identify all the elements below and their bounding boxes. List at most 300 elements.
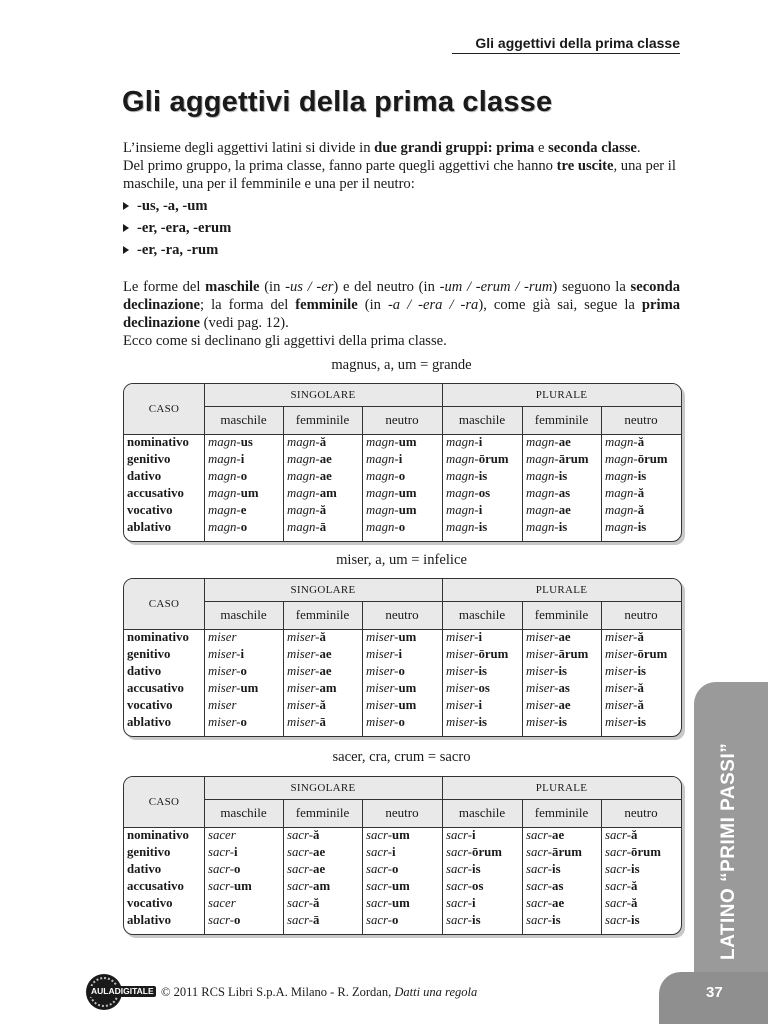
word-stem: sacr-	[287, 845, 314, 859]
table-cell	[363, 519, 442, 536]
word-ending: ă	[637, 630, 644, 644]
plurale-header: PLURALE	[535, 584, 588, 596]
word-ending: ă	[637, 486, 645, 500]
word-stem: miser-	[605, 664, 638, 678]
intro-text: L’insieme degli aggettivi latini si divide in	[123, 140, 375, 156]
word-stem: magn-	[208, 452, 241, 466]
word-ending: i	[478, 698, 483, 712]
table-cell	[363, 485, 442, 502]
intro-text: e	[534, 140, 549, 156]
table-cell	[284, 434, 362, 451]
table-cell	[284, 519, 362, 536]
word-stem: miser-	[526, 630, 559, 644]
word-ending: is	[637, 664, 646, 678]
word-stem: miser-	[208, 681, 241, 695]
page-number: 37	[706, 984, 723, 1001]
table-caption: miser, a, um = infelice	[336, 552, 467, 568]
word-stem: miser-	[446, 715, 479, 729]
table-cell	[284, 827, 362, 844]
table-cell	[523, 434, 601, 451]
word-stem: sacr-	[366, 828, 393, 842]
word-stem: miser	[208, 698, 237, 712]
word-ending: um	[398, 630, 417, 644]
table-cell	[443, 468, 522, 485]
word-ending: is	[558, 664, 567, 678]
word-stem: miser-	[366, 664, 399, 678]
word-ending: am	[313, 879, 331, 893]
word-stem: miser-	[605, 647, 638, 661]
table-cell	[523, 714, 601, 731]
forms-text: (in	[357, 297, 388, 313]
table-cell	[363, 663, 442, 680]
table-cell	[284, 912, 362, 929]
table-cell	[443, 697, 522, 714]
table-cell	[523, 646, 601, 663]
table-cell	[523, 895, 601, 912]
form-column	[284, 434, 362, 541]
table-cell	[602, 827, 681, 844]
forms-bold: prima declinazione	[123, 297, 681, 331]
table-cell	[523, 844, 601, 861]
column-header: femminile	[534, 412, 589, 427]
column-header: neutro	[624, 805, 658, 820]
word-stem: magn-	[287, 486, 320, 500]
word-ending: o	[392, 913, 399, 927]
word-stem: sacr-	[366, 862, 393, 876]
table-cell	[284, 451, 362, 468]
word-stem: sacr-	[526, 862, 553, 876]
table-cell	[363, 827, 442, 844]
column-header: neutro	[385, 412, 419, 427]
word-ending: um	[240, 681, 259, 695]
word-ending: is	[558, 520, 568, 534]
form-column	[602, 629, 681, 736]
form-column	[284, 827, 362, 934]
word-ending: i	[478, 435, 483, 449]
word-stem: magn-	[208, 503, 241, 517]
word-ending: is	[472, 913, 481, 927]
word-ending: ă	[313, 828, 320, 842]
word-stem: magn-	[287, 503, 320, 517]
word-ending: ae	[319, 469, 332, 483]
word-ending: e	[240, 503, 247, 517]
word-stem: miser-	[605, 715, 638, 729]
column-header: femminile	[534, 805, 589, 820]
word-stem: miser-	[366, 715, 399, 729]
word-ending: i	[478, 630, 483, 644]
word-ending: ārum	[552, 845, 582, 859]
table-cell	[523, 680, 601, 697]
case-labels	[127, 434, 203, 541]
word-stem: magn-	[526, 452, 559, 466]
case-label: dativo	[127, 469, 162, 483]
side-tab-label: LATINO “PRIMI PASSI”	[718, 742, 739, 960]
form-column	[523, 434, 601, 541]
table-cell	[205, 895, 283, 912]
word-ending: um	[392, 879, 410, 893]
table-cell	[205, 451, 283, 468]
form-column	[443, 827, 522, 934]
caso-header: CASO	[148, 796, 180, 808]
word-stem: miser-	[287, 647, 320, 661]
word-stem: miser-	[366, 681, 399, 695]
word-ending: is	[478, 520, 488, 534]
case-label: dativo	[127, 862, 162, 876]
word-stem: magn-	[526, 435, 559, 449]
form-column	[443, 629, 522, 736]
case-label: vocativo	[127, 503, 173, 517]
forms-text: ; la forma del	[200, 297, 296, 313]
word-stem: magn-	[526, 486, 559, 500]
word-ending: os	[478, 486, 491, 500]
word-stem: sacr-	[605, 896, 632, 910]
table-cell	[523, 861, 601, 878]
column-header: femminile	[295, 805, 350, 820]
word-ending: ā	[319, 715, 326, 729]
table-cell	[284, 629, 362, 646]
table-cell	[284, 663, 362, 680]
word-ending: ă	[631, 879, 638, 893]
word-stem: miser	[208, 630, 237, 644]
form-column	[363, 827, 442, 934]
table-cell	[443, 827, 522, 844]
word-ending: ă	[313, 896, 320, 910]
table-cell	[602, 912, 681, 929]
word-stem: magn-	[287, 435, 320, 449]
word-stem: sacr-	[526, 913, 553, 927]
table-cell	[363, 451, 442, 468]
word-stem: sacr-	[366, 896, 393, 910]
word-stem: magn-	[446, 452, 479, 466]
word-stem: magn-	[208, 435, 241, 449]
column-header: neutro	[385, 607, 419, 622]
word-ending: os	[478, 681, 490, 695]
forms-bold: maschile	[205, 279, 260, 295]
forms-italic: -us / -er	[285, 279, 334, 295]
word-ending: ōrum	[637, 647, 668, 661]
table-cell	[443, 844, 522, 861]
word-stem: magn-	[208, 486, 241, 500]
word-stem: magn-	[605, 435, 638, 449]
word-ending: is	[552, 913, 561, 927]
word-stem: sacr-	[446, 913, 473, 927]
intro-text: :	[487, 140, 497, 156]
table-cell	[205, 714, 283, 731]
word-stem: sacr-	[366, 879, 393, 893]
table-cell	[205, 434, 283, 451]
plurale-header: PLURALE	[535, 782, 588, 794]
logo-text: AULADIGITALE	[88, 986, 156, 997]
table-cell	[523, 502, 601, 519]
table-caption: sacer, cra, crum = sacro	[332, 749, 471, 765]
word-ending: i	[472, 896, 476, 910]
word-stem: miser-	[287, 630, 320, 644]
intro-bold: tre uscite	[556, 158, 614, 174]
word-ending: i	[234, 845, 238, 859]
word-stem: miser-	[526, 715, 559, 729]
forms-bold: femminile	[295, 297, 358, 313]
word-ending: ă	[637, 698, 644, 712]
word-stem: magn-	[526, 469, 559, 483]
word-stem: sacr-	[208, 845, 235, 859]
table-cell	[443, 629, 522, 646]
table-cell	[602, 895, 681, 912]
word-ending: i	[240, 452, 245, 466]
table-cell	[602, 861, 681, 878]
table-cell	[284, 714, 362, 731]
word-ending: ae	[313, 862, 326, 876]
table-cell	[443, 861, 522, 878]
table-cell	[523, 451, 601, 468]
word-ending: ă	[637, 681, 644, 695]
word-stem: miser-	[446, 681, 479, 695]
word-ending: is	[478, 664, 487, 678]
word-ending: um	[398, 435, 417, 449]
word-ending: o	[240, 715, 247, 729]
word-stem: miser-	[287, 698, 320, 712]
word-ending: am	[319, 681, 337, 695]
word-stem: miser-	[287, 715, 320, 729]
form-column	[363, 629, 442, 736]
column-header: femminile	[534, 607, 589, 622]
word-ending: ă	[319, 630, 326, 644]
forms-italic: -um / -erum / -rum	[439, 279, 553, 295]
table-cell	[205, 827, 283, 844]
word-ending: ae	[552, 828, 565, 842]
word-stem: sacr-	[366, 913, 393, 927]
word-stem: sacr-	[208, 879, 235, 893]
table-cell	[602, 697, 681, 714]
table-cell	[602, 844, 681, 861]
word-stem: miser-	[605, 698, 638, 712]
word-stem: miser-	[446, 698, 479, 712]
word-stem: miser-	[366, 630, 399, 644]
table-cell	[523, 878, 601, 895]
word-stem: magn-	[287, 469, 320, 483]
declension-table	[123, 383, 682, 542]
word-ending: is	[552, 862, 561, 876]
word-stem: miser-	[605, 681, 638, 695]
table-cell	[205, 663, 283, 680]
word-ending: is	[637, 469, 647, 483]
word-stem: sacr-	[446, 828, 473, 842]
word-ending: is	[558, 469, 568, 483]
table-cell	[205, 485, 283, 502]
case-labels	[127, 827, 203, 934]
word-stem: magn-	[208, 520, 241, 534]
table-cell	[602, 485, 681, 502]
singolare-header: SINGOLARE	[290, 782, 356, 794]
case-label: nominativo	[127, 630, 189, 644]
word-ending: um	[398, 503, 417, 517]
word-ending: ae	[558, 630, 571, 644]
word-ending: ae	[313, 845, 326, 859]
bullet-triangle-icon	[123, 246, 129, 254]
word-ending: o	[398, 664, 405, 678]
word-ending: os	[472, 879, 484, 893]
word-ending: is	[637, 715, 646, 729]
table-cell	[602, 714, 681, 731]
word-stem: miser-	[446, 647, 479, 661]
word-ending: o	[392, 862, 399, 876]
table-cell	[363, 468, 442, 485]
table-cell	[443, 878, 522, 895]
caso-header: CASO	[148, 403, 180, 415]
form-column	[284, 629, 362, 736]
column-header: femminile	[295, 412, 350, 427]
case-label: genitivo	[127, 452, 171, 466]
word-stem: magn-	[526, 503, 559, 517]
table-cell	[363, 629, 442, 646]
form-column	[363, 434, 442, 541]
table-cell	[602, 468, 681, 485]
table-cell	[284, 468, 362, 485]
word-ending: ae	[558, 698, 571, 712]
case-label: nominativo	[127, 435, 189, 449]
table-header	[124, 777, 681, 828]
forms-text: (vedi pag. 12).	[200, 315, 289, 331]
word-stem: magn-	[446, 486, 479, 500]
plurale-header: PLURALE	[535, 389, 588, 401]
table-cell	[523, 827, 601, 844]
column-header: neutro	[624, 412, 658, 427]
word-stem: miser-	[526, 681, 559, 695]
word-ending: ae	[319, 647, 332, 661]
page-title: Gli aggettivi della prima classe	[122, 86, 553, 118]
word-ending: um	[392, 828, 410, 842]
bullet-triangle-icon	[123, 224, 129, 232]
word-stem: sacr-	[446, 862, 473, 876]
word-stem: sacr-	[287, 828, 314, 842]
forms-bold: seconda declinazione	[123, 279, 680, 313]
form-column	[205, 434, 283, 541]
table-cell	[363, 646, 442, 663]
word-ending: ă	[319, 435, 327, 449]
word-stem: sacr-	[446, 896, 473, 910]
intro-bold: due grandi gruppi	[374, 140, 488, 156]
word-stem: magn-	[366, 520, 399, 534]
case-label: vocativo	[127, 698, 173, 712]
bullet-triangle-icon	[123, 202, 129, 210]
word-ending: o	[234, 913, 241, 927]
word-stem: magn-	[526, 520, 559, 534]
word-ending: is	[637, 520, 647, 534]
word-ending: o	[240, 520, 248, 534]
table-cell	[284, 697, 362, 714]
table-cell	[205, 844, 283, 861]
table-cell	[284, 502, 362, 519]
word-ending: i	[398, 452, 403, 466]
word-stem: sacr-	[605, 879, 632, 893]
column-header: maschile	[458, 412, 506, 427]
table-header	[124, 579, 681, 630]
word-stem: magn-	[446, 435, 479, 449]
forms-text	[123, 278, 680, 332]
word-stem: magn-	[605, 486, 638, 500]
word-ending: o	[240, 469, 248, 483]
table-cell	[363, 878, 442, 895]
word-stem: miser-	[446, 664, 479, 678]
table-cell	[443, 646, 522, 663]
case-label: ablativo	[127, 913, 172, 927]
case-label: vocativo	[127, 896, 173, 910]
table-cell	[205, 646, 283, 663]
table-cell	[602, 519, 681, 536]
table-cell	[363, 697, 442, 714]
table-cell	[602, 663, 681, 680]
word-stem: sacr-	[605, 862, 632, 876]
copyright-text: © 2011 RCS Libri S.p.A. Milano - R. Zordan,	[161, 985, 395, 999]
footer-copyright	[161, 985, 477, 1000]
word-ending: is	[631, 913, 640, 927]
form-column	[205, 827, 283, 934]
word-ending: i	[392, 845, 396, 859]
forms-text: ), come già sai, segue la	[478, 297, 642, 313]
word-stem: miser-	[526, 647, 559, 661]
table-cell	[443, 434, 522, 451]
word-stem: miser-	[526, 664, 559, 678]
declension-table	[123, 776, 682, 935]
ending-label: -er, -ra, -rum	[137, 242, 219, 258]
word-stem: magn-	[366, 469, 399, 483]
word-ending: o	[398, 520, 406, 534]
intro-text: , una per il maschile, una per il femminile e una per il neutro:	[123, 158, 676, 192]
intro-bold: prima	[496, 140, 535, 156]
singolare-header: SINGOLARE	[290, 584, 356, 596]
table-header	[124, 384, 681, 435]
table-cell	[363, 714, 442, 731]
table-cell	[205, 861, 283, 878]
column-header: maschile	[220, 805, 267, 820]
word-stem: sacer	[208, 896, 236, 910]
word-stem: sacr-	[208, 913, 235, 927]
word-ending: um	[398, 486, 417, 500]
word-stem: miser-	[287, 664, 320, 678]
word-stem: magn-	[446, 469, 479, 483]
caso-header: CASO	[148, 598, 180, 610]
word-ending: ae	[558, 503, 571, 517]
table-cell	[523, 912, 601, 929]
word-ending: ōrum	[478, 647, 509, 661]
word-ending: as	[558, 486, 571, 500]
forms-paragraph	[123, 278, 680, 350]
table-cell	[443, 519, 522, 536]
table-cell	[284, 844, 362, 861]
word-ending: ae	[552, 896, 565, 910]
table-cell	[443, 895, 522, 912]
word-ending: is	[558, 715, 567, 729]
table-cell	[284, 485, 362, 502]
word-stem: miser-	[208, 715, 241, 729]
word-stem: sacr-	[287, 913, 314, 927]
word-ending: is	[631, 862, 640, 876]
word-stem: sacr-	[605, 845, 632, 859]
case-label: genitivo	[127, 647, 171, 661]
word-ending: o	[398, 715, 405, 729]
forms-text: ) e del neutro (in	[333, 279, 440, 295]
table-cell	[363, 434, 442, 451]
forms-text: Ecco come si declinano gli aggettivi della prima classe.	[123, 333, 447, 349]
case-labels	[127, 629, 203, 736]
table-cell	[363, 680, 442, 697]
table-cell	[205, 468, 283, 485]
table-cell	[523, 663, 601, 680]
word-stem: sacr-	[287, 879, 314, 893]
case-label: genitivo	[127, 845, 171, 859]
table-cell	[523, 519, 601, 536]
word-stem: magn-	[446, 503, 479, 517]
form-column	[205, 629, 283, 736]
